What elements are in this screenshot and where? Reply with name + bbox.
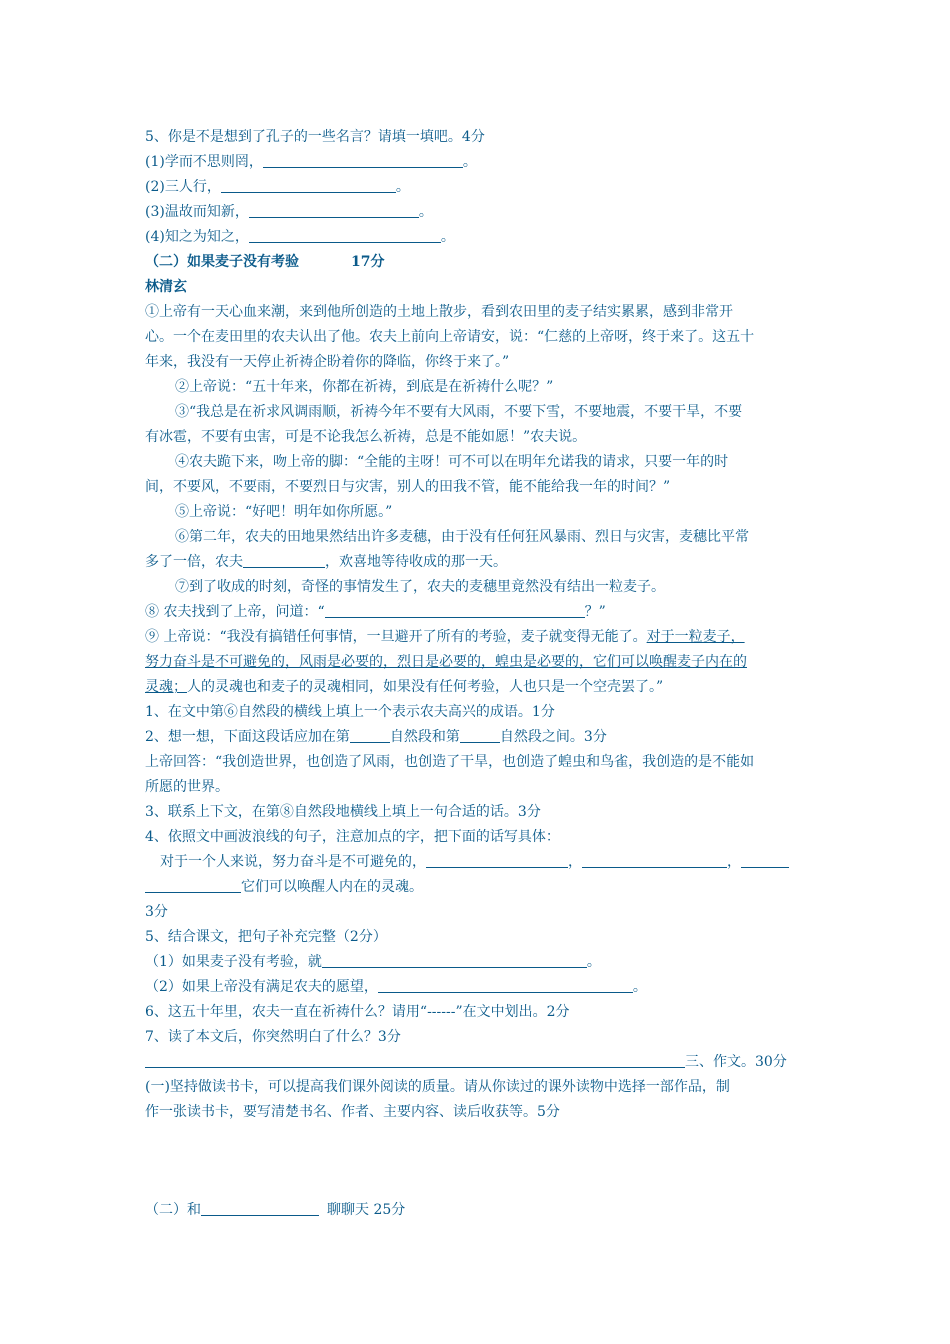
answer-blank[interactable] xyxy=(460,728,500,743)
paragraph-line: ⑤上帝说：“好吧！明年如你所愿。” xyxy=(175,504,393,520)
essay-1-line: 作一张读书卡，要写清楚书名、作者、主要内容、读后收获等。5分 xyxy=(145,1104,560,1120)
question-5b-fill-2: （2）如果上帝没有满足农夫的愿望， 。 xyxy=(145,979,647,995)
answer-blank[interactable] xyxy=(322,953,587,968)
confucius-fill-2: (2)三人行， 。 xyxy=(145,179,410,195)
paragraph-line: ②上帝说：“五十年来，你都在祈祷，到底是在祈祷什么呢？” xyxy=(175,379,554,395)
paragraph-line: 有冰雹，不要有虫害，可是不论我怎么祈祷，总是不能如愿！”农夫说。 xyxy=(145,429,587,445)
essay-heading: 三、作文。30分 xyxy=(685,1054,787,1070)
paragraph-line: ③“我总是在祈求风调雨顺，祈祷今年不要有大风雨，不要下雪，不要地震，不要干旱，不要 xyxy=(175,404,743,420)
answer-blank[interactable] xyxy=(325,603,585,618)
answer-blank[interactable] xyxy=(249,203,419,218)
essay-1-line: (一)坚持做读书卡，可以提高我们课外阅读的质量。请从你读过的课外读物中选择一部作品，制 xyxy=(145,1079,730,1095)
question-4-fill-cont: 它们可以唤醒人内在的灵魂。 xyxy=(145,878,815,896)
wavy-underlined-text: 灵魂； xyxy=(145,679,187,695)
question-2: 2、想一想，下面这段话应加在第 自然段和第 自然段之间。3分 xyxy=(145,729,607,745)
question-7: 7、读了本文后，你突然明白了什么？3分 xyxy=(145,1029,401,1045)
question-5b: 5、结合课文，把句子补充完整（2分） xyxy=(145,929,387,945)
confucius-fill-1: (1)学而不思则罔， 。 xyxy=(145,154,477,170)
paragraph-line: 年来，我没有一天停止祈祷企盼着你的降临，你终于来了。” xyxy=(145,354,510,370)
answer-blank[interactable] xyxy=(145,1053,685,1068)
paragraph-line: ④农夫跪下来，吻上帝的脚：“全能的主呀！可不可以在明年允诺我的请求，只要一年的时 xyxy=(175,454,729,470)
answer-blank[interactable] xyxy=(243,553,325,568)
author-name: 林清玄 xyxy=(145,279,187,295)
wavy-underlined-text: 努力奋斗是不可避免的，风雨是必要的，烈日是必要的，蝗虫是必要的，它们可以唤醒麦子内在的 xyxy=(145,654,747,670)
answer-blank[interactable] xyxy=(741,853,789,868)
question-1: 1、在文中第⑥自然段的横线上填上一个表示农夫高兴的成语。1分 xyxy=(145,704,555,720)
section-heading: （二）如果麦子没有考验 17分 xyxy=(145,254,385,270)
answer-blank[interactable] xyxy=(378,978,633,993)
question-4: 4、依照文中画波浪线的句子，注意加点的字，把下面的话写具体： xyxy=(145,829,560,845)
paragraph-line-fill: 多了一倍，农夫 ，欢喜地等待收成的那一天。 xyxy=(145,554,507,570)
question-6: 6、这五十年里，农夫一直在祈祷什么？请用“------”在文中划出。2分 xyxy=(145,1004,570,1020)
answer-blank[interactable] xyxy=(426,853,568,868)
paragraph-line-fill: ⑧ 农夫找到了上帝，问道：“ ？” xyxy=(145,604,606,620)
question-5-prompt: 5、你是不是想到了孔子的一些名言？请填一填吧。4分 xyxy=(145,129,485,145)
paragraph-line: 心。一个在麦田里的农夫认出了他。农夫上前向上帝请安，说：“仁慈的上帝呀，终于来了。这五十 xyxy=(145,329,755,345)
paragraph-line: 灵魂；人的灵魂也和麦子的灵魂相同，如果没有任何考验，人也只是一个空壳罢了。” xyxy=(145,679,664,695)
answer-blank[interactable] xyxy=(249,228,441,243)
answer-blank[interactable] xyxy=(221,178,396,193)
question-3: 3、联系上下文，在第⑧自然段地横线上填上一句合适的话。3分 xyxy=(145,804,541,820)
answer-blank[interactable] xyxy=(201,1201,319,1216)
answer-blank[interactable] xyxy=(263,153,463,168)
quote-line: 上帝回答：“我创造世界，也创造了风雨，也创造了干旱，也创造了蝗虫和鸟雀，我创造的是不能如 xyxy=(145,754,755,770)
question-5b-fill-1: （1）如果麦子没有考验，就 。 xyxy=(145,954,601,970)
confucius-fill-3: (3)温故而知新， 。 xyxy=(145,204,433,220)
essay-2-title: （二）和 聊聊天 25分 xyxy=(145,1202,406,1218)
answer-blank[interactable] xyxy=(145,878,241,893)
wavy-underlined-text: 对于一粒麦子， xyxy=(646,629,745,645)
confucius-fill-4: (4)知之为知之， 。 xyxy=(145,229,455,245)
question-4-fill: 对于一个人来说，努力奋斗是不可避免的， ， ， xyxy=(160,853,815,871)
quote-line: 所愿的世界。 xyxy=(145,779,229,795)
answer-blank[interactable] xyxy=(582,853,727,868)
paragraph-line: 间，不要风，不要雨，不要烈日与灾害，别人的田我不管，能不能给我一年的时间？” xyxy=(145,479,671,495)
paragraph-line: ⑨ 上帝说：“我没有搞错任何事情，一旦避开了所有的考验，麦子就变得无能了。对于一粒麦子， xyxy=(145,629,745,645)
essay-heading-line xyxy=(145,1053,815,1071)
paragraph-line: ⑦到了收成的时刻，奇怪的事情发生了，农夫的麦穗里竟然没有结出一粒麦子。 xyxy=(175,579,665,595)
answer-blank[interactable] xyxy=(350,728,390,743)
score-line: 3分 xyxy=(145,904,168,920)
paragraph-line: ⑥第二年，农夫的田地果然结出许多麦穗，由于没有任何狂风暴雨、烈日与灾害，麦穗比平常 xyxy=(175,529,749,545)
paragraph-line: ①上帝有一天心血来潮，来到他所创造的土地上散步，看到农田里的麦子结实累累，感到非常开 xyxy=(145,304,733,320)
